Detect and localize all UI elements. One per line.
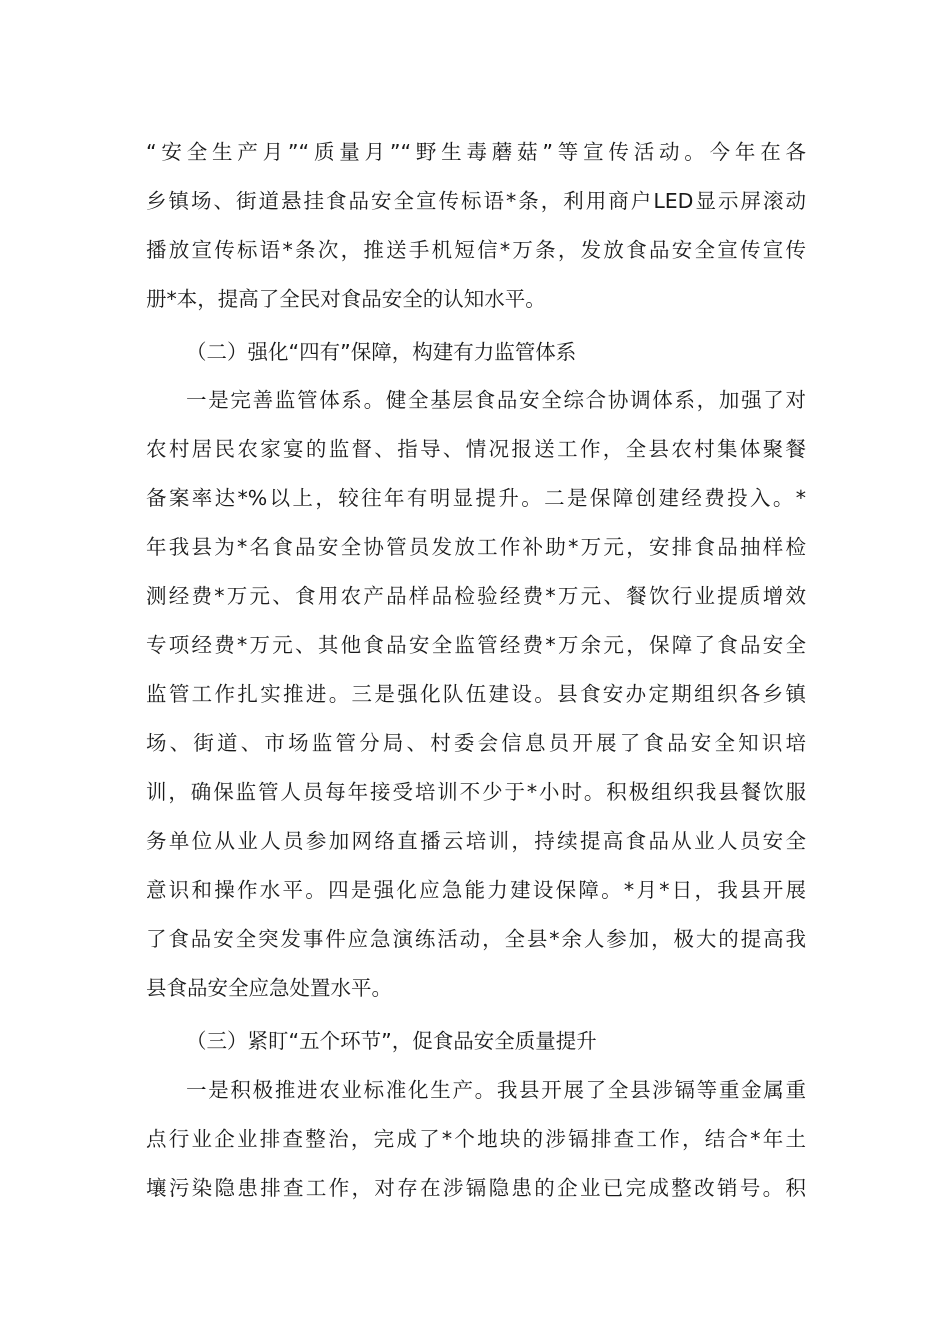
paragraph-line: 一是积极推进农业标准化生产。我县开展了全县涉镉等重金属重 bbox=[186, 1078, 806, 1102]
section-heading: （三）紧盯“五个环节”，促食品安全质量提升 bbox=[186, 1029, 597, 1053]
paragraph-line: 年我县为*名食品安全协管员发放工作补助*万元，安排食品抽样检 bbox=[146, 535, 806, 559]
paragraph-line: 播放宣传标语*条次，推送手机短信*万条，发放食品安全宣传宣传 bbox=[146, 238, 806, 262]
paragraph-line: 场、街道、市场监管分局、村委会信息员开展了食品安全知识培 bbox=[146, 731, 806, 755]
paragraph-line: 测经费*万元、食用农产品样品检验经费*万元、餐饮行业提质增效 bbox=[146, 584, 806, 608]
paragraph-line: 册*本，提高了全民对食品安全的认知水平。 bbox=[146, 287, 546, 311]
paragraph-line: 点行业企业排查整治，完成了*个地块的涉镉排查工作，结合*年土 bbox=[146, 1127, 806, 1151]
paragraph-line: 意识和操作水平。四是强化应急能力建设保障。*月*日，我县开展 bbox=[146, 878, 806, 902]
paragraph-line: 监管工作扎实推进。三是强化队伍建设。县食安办定期组织各乡镇 bbox=[146, 682, 806, 706]
paragraph-line: “安全生产月”“质量月”“野生毒蘑菇”等宣传活动。今年在各 bbox=[146, 140, 806, 164]
paragraph-line: 专项经费*万元、其他食品安全监管经费*万余元，保障了食品安全 bbox=[146, 633, 806, 657]
paragraph-line: 训，确保监管人员每年接受培训不少于*小时。积极组织我县餐饮服 bbox=[146, 780, 806, 804]
paragraph-line: 县食品安全应急处置水平。 bbox=[146, 976, 392, 1000]
paragraph-line: 乡镇场、街道悬挂食品安全宣传标语*条，利用商户LED显示屏滚动 bbox=[146, 189, 806, 213]
paragraph-line: 了食品安全突发事件应急演练活动，全县*余人参加，极大的提高我 bbox=[146, 927, 806, 951]
paragraph-line: 壤污染隐患排查工作，对存在涉镉隐患的企业已完成整改销号。积 bbox=[146, 1176, 806, 1200]
paragraph-line: 备案率达*%以上，较往年有明显提升。二是保障创建经费投入。* bbox=[146, 486, 806, 510]
section-heading: （二）强化“四有”保障，构建有力监管体系 bbox=[186, 340, 577, 364]
paragraph-line: 农村居民农家宴的监督、指导、情况报送工作，全县农村集体聚餐 bbox=[146, 437, 806, 461]
paragraph-line: 一是完善监管体系。健全基层食品安全综合协调体系，加强了对 bbox=[186, 388, 806, 412]
paragraph-line: 务单位从业人员参加网络直播云培训，持续提高食品从业人员安全 bbox=[146, 829, 806, 853]
